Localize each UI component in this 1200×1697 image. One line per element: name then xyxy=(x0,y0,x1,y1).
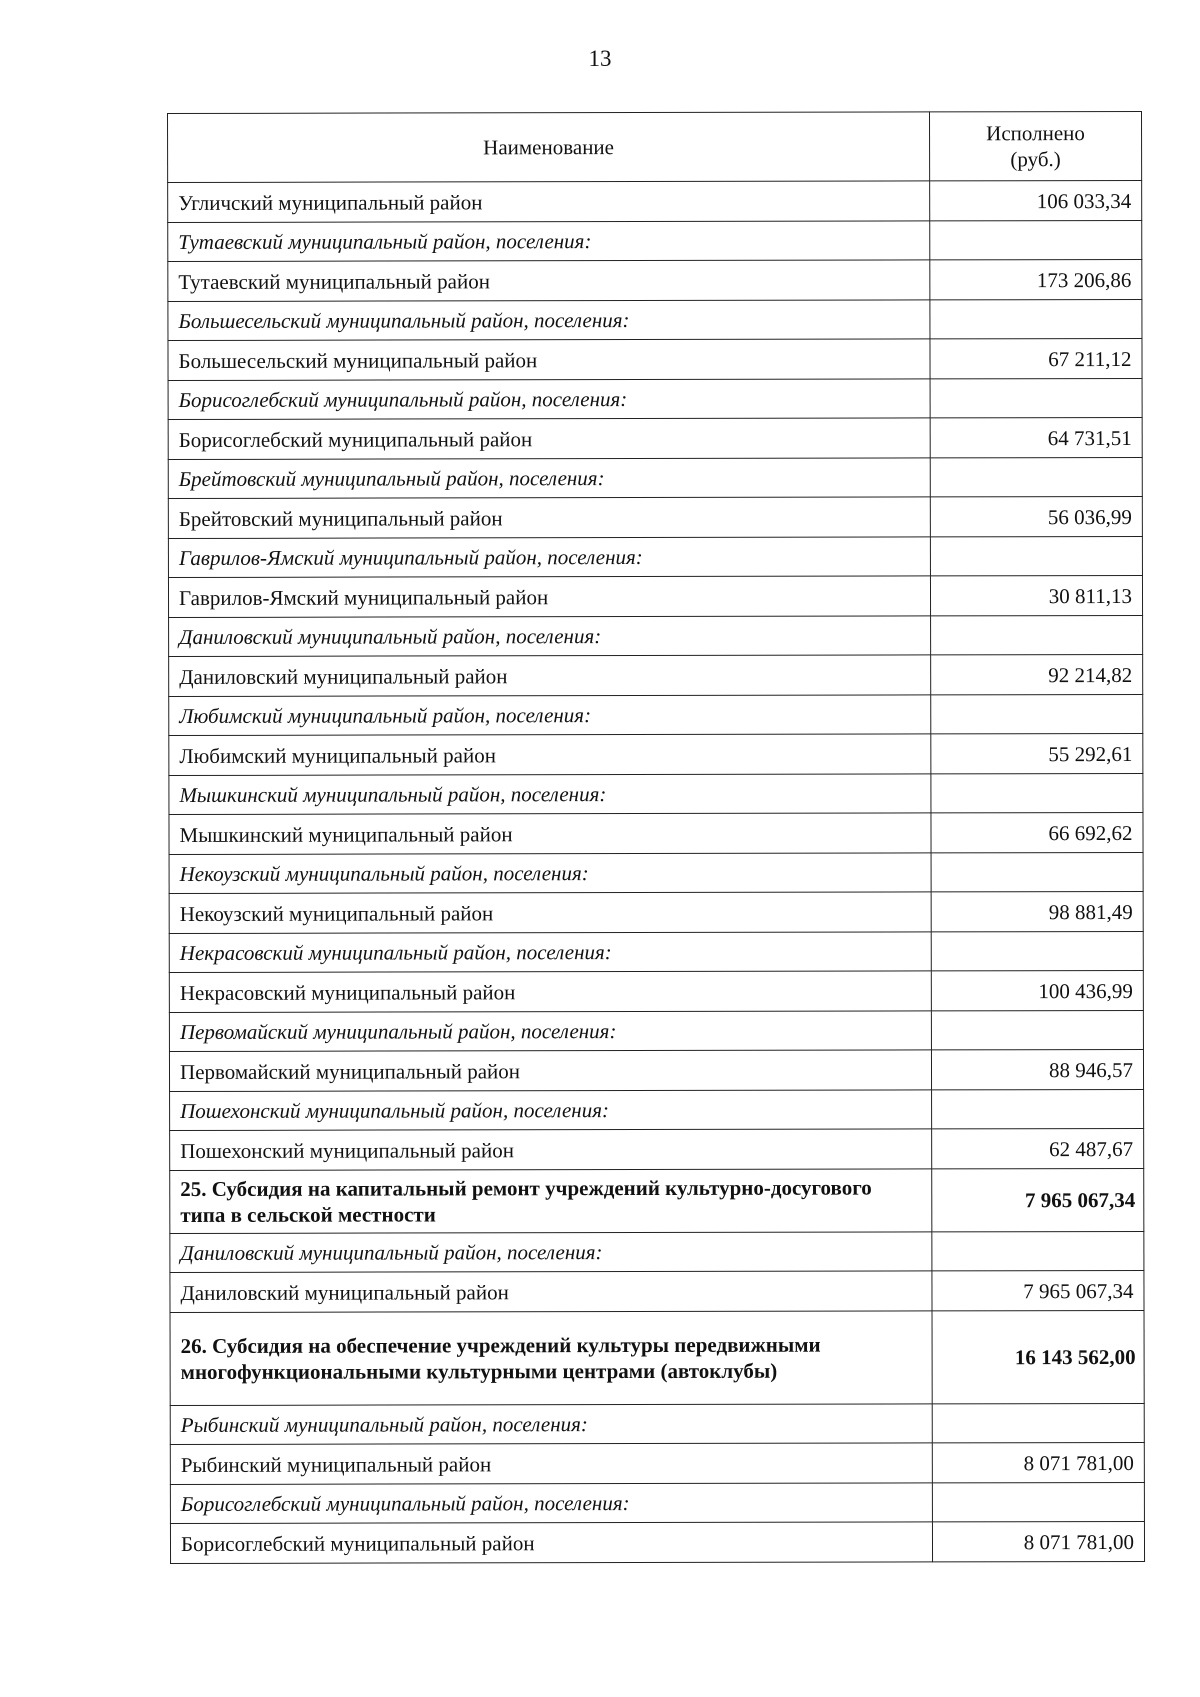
budget-table xyxy=(167,111,1145,1564)
row-name: Некрасовский муниципальный район xyxy=(169,971,931,1013)
row-name: Первомайский муниципальный район, поселения: xyxy=(169,1011,931,1052)
row-value: 30 811,13 xyxy=(930,575,1142,615)
table-row xyxy=(169,654,1143,696)
row-value: 106 033,34 xyxy=(930,180,1142,220)
table-header-row xyxy=(168,111,1142,182)
group-heading-row xyxy=(168,457,1142,498)
row-name: Рыбинский муниципальный район xyxy=(170,1443,932,1485)
row-value xyxy=(930,457,1142,496)
row-value: 8 071 781,00 xyxy=(932,1442,1144,1482)
row-name: Даниловский муниципальный район xyxy=(170,1271,932,1313)
table-row xyxy=(169,1049,1143,1091)
row-value xyxy=(932,1403,1144,1442)
row-name: Любимский муниципальный район xyxy=(169,734,931,776)
row-value: 8 071 781,00 xyxy=(932,1521,1144,1561)
column-header-value-line1: Исполнено xyxy=(986,121,1085,146)
row-value xyxy=(932,1089,1144,1128)
row-name: Борисоглебский муниципальный район, поселения: xyxy=(168,379,930,420)
row-value xyxy=(931,931,1143,970)
row-value: 67 211,12 xyxy=(930,338,1142,378)
row-value xyxy=(931,694,1143,733)
row-value: 16 143 562,00 xyxy=(932,1310,1144,1403)
row-value: 66 692,62 xyxy=(931,812,1143,852)
row-name: 26. Субсидия на обеспечение учреждений культуры передвижными многофункциональными культурными центрами (автоклубы) xyxy=(170,1311,932,1406)
table-row xyxy=(169,970,1143,1012)
row-value: 7 965 067,34 xyxy=(932,1270,1144,1310)
row-name: Тутаевский муниципальный район xyxy=(168,260,930,302)
row-value xyxy=(930,220,1142,259)
row-value xyxy=(930,378,1142,417)
group-heading-row xyxy=(170,1231,1144,1272)
table-row xyxy=(169,812,1143,854)
table-row xyxy=(168,417,1142,459)
group-heading-row xyxy=(169,931,1143,972)
row-value xyxy=(931,1010,1143,1049)
row-value xyxy=(930,536,1142,575)
row-value xyxy=(930,299,1142,338)
row-value xyxy=(932,1231,1144,1270)
row-name: Мышкинский муниципальный район xyxy=(169,813,931,855)
row-value: 55 292,61 xyxy=(931,733,1143,773)
row-name: Мышкинский муниципальный район, поселения: xyxy=(169,774,931,815)
row-name: Большесельский муниципальный район xyxy=(168,339,930,381)
row-name: Некоузский муниципальный район, поселения: xyxy=(169,853,931,894)
row-name: Любимский муниципальный район, поселения: xyxy=(169,695,931,736)
table-row xyxy=(170,1521,1144,1563)
row-value: 88 946,57 xyxy=(931,1049,1143,1089)
group-heading-row xyxy=(168,536,1142,577)
row-name: Рыбинский муниципальный район, поселения: xyxy=(170,1404,932,1445)
table-body xyxy=(168,180,1145,1563)
group-heading-row xyxy=(168,378,1142,419)
table-row xyxy=(169,733,1143,775)
table-row xyxy=(168,496,1142,538)
row-value: 100 436,99 xyxy=(931,970,1143,1010)
table-row xyxy=(168,259,1142,301)
table-row xyxy=(170,1442,1144,1484)
group-heading-row xyxy=(169,1010,1143,1051)
row-name: Брейтовский муниципальный район xyxy=(168,497,930,539)
row-name: Большесельский муниципальный район, поселения: xyxy=(168,300,930,341)
row-name: Угличский муниципальный район xyxy=(168,181,930,223)
row-value: 56 036,99 xyxy=(930,496,1142,536)
row-name: Некрасовский муниципальный район, поселения: xyxy=(169,932,931,973)
row-name: Первомайский муниципальный район xyxy=(169,1050,931,1092)
row-name: Пошехонский муниципальный район, поселения: xyxy=(170,1090,932,1131)
group-heading-row xyxy=(170,1403,1144,1444)
row-name: Борисоглебский муниципальный район xyxy=(168,418,930,460)
table-row xyxy=(170,1128,1144,1170)
row-value: 92 214,82 xyxy=(931,654,1143,694)
group-heading-row xyxy=(169,694,1143,735)
group-heading-row xyxy=(168,220,1142,261)
row-value xyxy=(932,1482,1144,1521)
section-total-row xyxy=(170,1168,1144,1233)
group-heading-row xyxy=(169,615,1143,656)
row-value xyxy=(931,615,1143,654)
row-value xyxy=(931,773,1143,812)
table-row xyxy=(170,1270,1144,1312)
table-row xyxy=(168,575,1142,617)
table-row xyxy=(168,338,1142,380)
row-value: 173 206,86 xyxy=(930,259,1142,299)
row-value xyxy=(931,852,1143,891)
row-name: Даниловский муниципальный район xyxy=(169,655,931,697)
row-name: Борисоглебский муниципальный район xyxy=(170,1522,932,1564)
row-name: Даниловский муниципальный район, поселения: xyxy=(169,616,931,657)
row-value: 64 731,51 xyxy=(930,417,1142,457)
group-heading-row xyxy=(169,773,1143,814)
table-row xyxy=(168,180,1142,222)
row-name: Некоузский муниципальный район xyxy=(169,892,931,934)
row-name: 25. Субсидия на капитальный ремонт учреждений культурно-досугового типа в сельской местности xyxy=(170,1169,932,1234)
section-total-row xyxy=(170,1310,1144,1405)
row-name: Тутаевский муниципальный район, поселения: xyxy=(168,221,930,262)
row-name: Гаврилов-Ямский муниципальный район xyxy=(168,576,930,618)
group-heading-row xyxy=(169,852,1143,893)
row-value: 7 965 067,34 xyxy=(932,1168,1144,1231)
column-header-name: Наименование xyxy=(168,112,930,183)
table-row xyxy=(169,891,1143,933)
row-name: Гаврилов-Ямский муниципальный район, поселения: xyxy=(168,537,930,578)
row-name: Даниловский муниципальный район, поселения: xyxy=(170,1232,932,1273)
row-value: 62 487,67 xyxy=(932,1128,1144,1168)
row-value: 98 881,49 xyxy=(931,891,1143,931)
row-name: Пошехонский муниципальный район xyxy=(170,1129,932,1171)
page-number: 13 xyxy=(588,46,612,71)
row-name: Брейтовский муниципальный район, поселения: xyxy=(168,458,930,499)
row-name: Борисоглебский муниципальный район, поселения: xyxy=(170,1483,932,1524)
column-header-value xyxy=(929,111,1141,180)
group-heading-row xyxy=(168,299,1142,340)
group-heading-row xyxy=(170,1482,1144,1523)
group-heading-row xyxy=(170,1089,1144,1130)
column-header-value-line2: (руб.) xyxy=(1010,147,1061,172)
